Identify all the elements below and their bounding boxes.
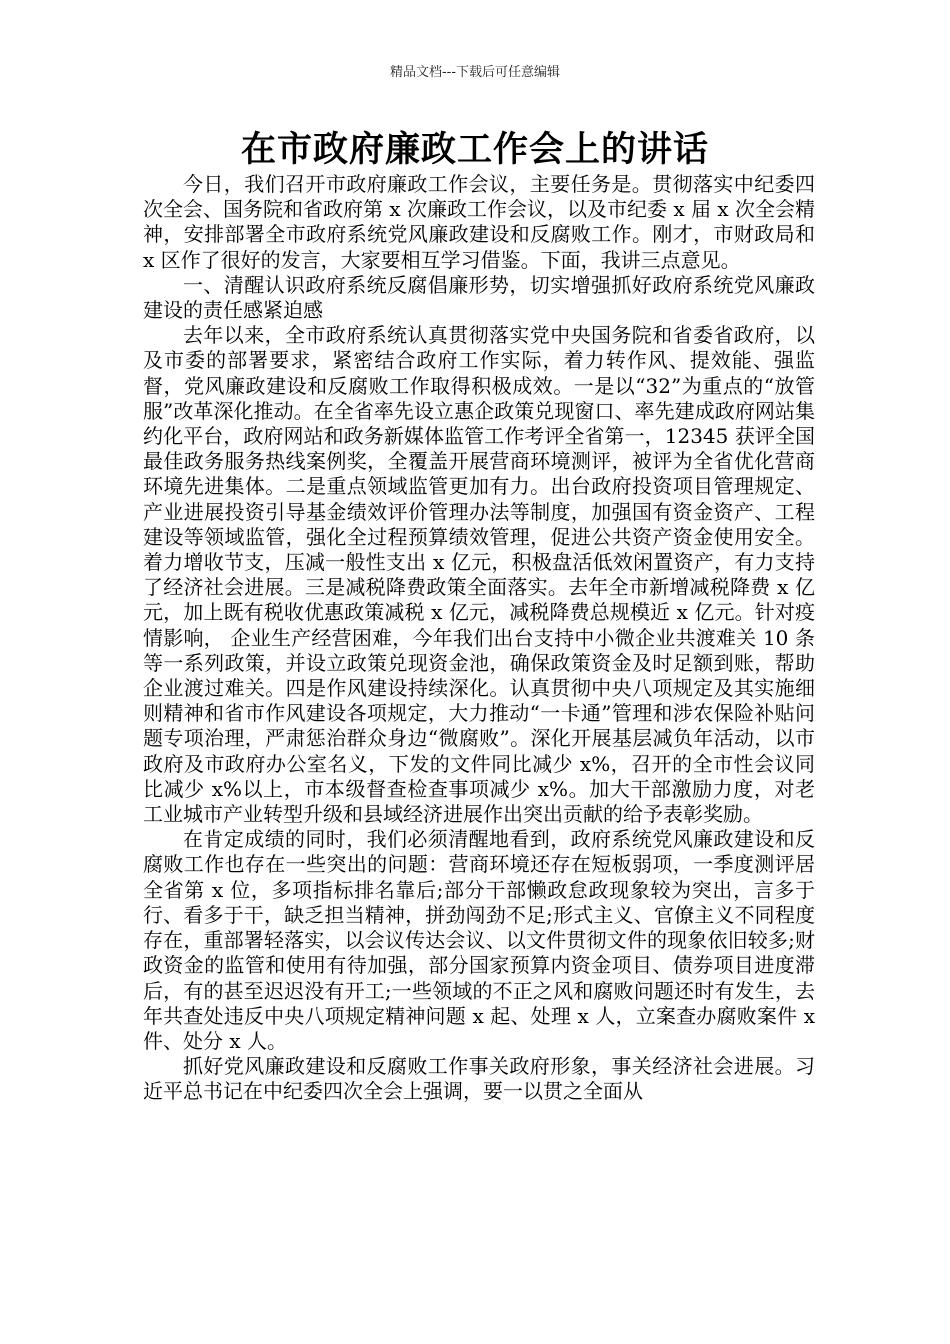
paragraph-intro: 今日，我们召开市政府廉政工作会议，主要任务是。贯彻落实中纪委四次全会、国务院和省政府第 x 次廉政工作会议，以及市纪委 x 届 x 次全会精神，安排部署全市政府系统党风廉政建设和反腐败工作。刚才，市财政局和 x 区作了很好的发言，大家要相互学习借鉴。下面，我讲三点意见。 xyxy=(143,172,815,272)
section-heading-one: 一、清醒认识政府系统反腐倡廉形势，切实增强抓好政府系统党风廉政建设的责任感紧迫感 xyxy=(143,272,815,323)
document-body xyxy=(143,172,815,1105)
page-header-note: 精品文档---下载后可任意编辑 xyxy=(389,65,561,80)
paragraph-problems: 在肯定成绩的同时，我们必须清醒地看到，政府系统党风廉政建设和反腐败工作也存在一些突出的问题：营商环境还存在短板弱项，一季度测评居全省第 x 位，多项指标排名靠后;部分干部懒政怠政现象较为突出，言多于行、看多于干，缺乏担当精神，拼劲闯劲不足;形式主义、官僚主义不同程度存在，重部署轻落实，以会议传达会议、以文件贯彻文件的现象依旧较多;财政资金的监管和使用有待加强，部分国家预算内资金项目、债券项目进度滞后，有的甚至迟迟没有开工;一些领域的不正之风和腐败问题还时有发生，去年共查处违反中央八项规定精神问题 x 起、处理 x 人，立案查办腐败案件 x 件、处分 x 人。 xyxy=(143,827,815,1053)
paragraph-achievements: 去年以来，全市政府系统认真贯彻落实党中央国务院和省委省政府，以及市委的部署要求，紧密结合政府工作实际，着力转作风、提效能、强监督，党风廉政建设和反腐败工作取得积极成效。一是以“32”为重点的“放管服”改革深化推动。在全省率先设立惠企政策兑现窗口、率先建成政府网站集约化平台，政府网站和政务新媒体监管工作考评全省第一，12345 获评全国最佳政务服务热线案例奖，全覆盖开展营商环境测评，被评为全省优化营商环境先进集体。二是重点领域监管更加有力。出台政府投资项目管理规定、产业进展投资引导基金绩效评价管理办法等制度，加强国有资金资产、工程建设等领域监管，强化全过程预算绩效管理，促进公共资产资金使用安全。着力增收节支，压减一般性支出 x 亿元，积极盘活低效闲置资产，有力支持了经济社会进展。三是减税降费政策全面落实。去年全市新增减税降费 x 亿元，加上既有税收优惠政策减税 x 亿元，减税降费总规模近 x 亿元。针对疫情影响， 企业生产经营困难，今年我们出台支持中小微企业共渡难关 10 条等一系列政策，并设立政策兑现资金池，确保政策资金及时足额到账，帮助企业渡过难关。四是作风建设持续深化。认真贯彻中央八项规定及其实施细则精神和省市作风建设各项规定，大力推动“一卡通”管理和涉农保险补贴问题专项治理，严肃惩治群众身边“微腐败”。深化开展基层减负年活动，以市政府及市政府办公室名义，下发的文件同比减少 x%，召开的全市性会议同比减少 x%以上，市本级督查检查事项减少 x%。加大干部激励力度，对老工业城市产业转型升级和县域经济进展作出突出贡献的给予表彰奖励。 xyxy=(143,323,815,827)
document-title: 在市政府廉政工作会上的讲话 xyxy=(240,130,709,170)
paragraph-importance: 抓好党风廉政建设和反腐败工作事关政府形象，事关经济社会进展。习近平总书记在中纪委四次全会上强调，要一以贯之全面从 xyxy=(143,1054,815,1104)
